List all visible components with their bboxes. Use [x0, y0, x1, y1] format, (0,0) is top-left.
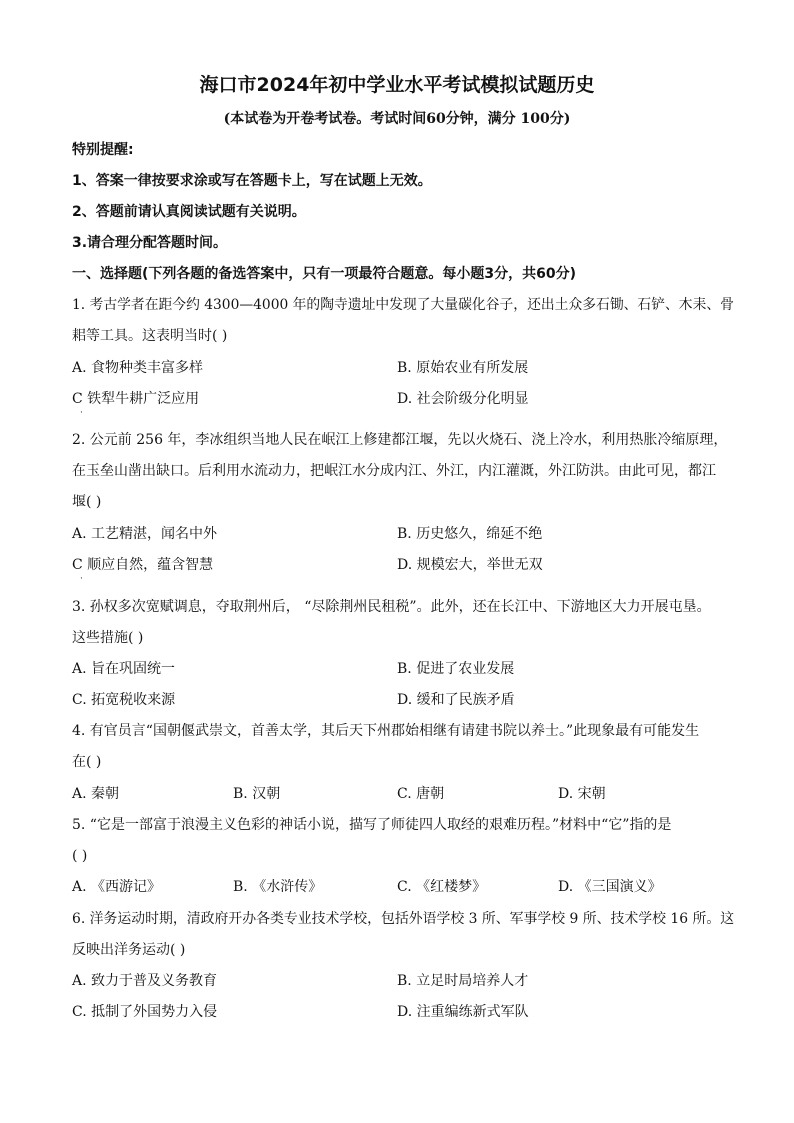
question-1-option-c[interactable]: C 铁犁牛耕广泛应用: [72, 391, 200, 407]
question-5-option-b[interactable]: B. 《水浒传》: [233, 879, 323, 895]
exam-subtitle: (本试卷为开卷考试卷。考试时间60分钟，满分 100分): [223, 111, 571, 127]
question-6-option-a[interactable]: A. 致力于普及义务教育: [72, 973, 218, 989]
question-1-option-b[interactable]: B. 原始农业有所发展: [397, 360, 529, 376]
question-5-option-c[interactable]: C. 《红楼梦》: [397, 879, 487, 895]
question-3-option-b[interactable]: B. 促进了农业发展: [397, 661, 515, 677]
question-3-option-d[interactable]: D. 缓和了民族矛盾: [397, 692, 515, 708]
question-5-text: 5. “它是一部富于浪漫主义色彩的神话小说，描写了师徒四人取经的艰难历程。”材料中“它”指的是: [72, 817, 672, 833]
question-3-option-c[interactable]: C. 拓宽税收来源: [72, 692, 176, 708]
question-2-text: 2. 公元前 256 年，李冰组织当地人民在岷江上修建都江堰，先以火烧石、浇上冷水，利用热胀冷缩原理，: [72, 432, 728, 448]
question-6-option-d[interactable]: D. 注重编练新式军队: [397, 1004, 529, 1020]
question-5-option-a[interactable]: A. 《西游记》: [72, 879, 162, 895]
notice-item: 2、答题前请认真阅读试题有关说明。: [72, 204, 306, 220]
question-2-option-c[interactable]: C 顺应自然，蕴含智慧: [72, 557, 214, 573]
question-2-text: 堰( ): [72, 494, 102, 510]
notice-item: 3.请合理分配答题时间。: [72, 235, 228, 251]
exam-title: 海口市2024年初中学业水平考试模拟试题历史: [199, 74, 595, 96]
notice-item: 1、答案一律按要求涂或写在答题卡上，写在试题上无效。: [72, 173, 432, 189]
question-3-text: 这些措施( ): [72, 630, 144, 646]
question-1-option-d[interactable]: D. 社会阶级分化明显: [397, 391, 529, 407]
question-1-text: 1. 考古学者在距今约 4300—4000 年的陶寺遗址中发现了大量碳化谷子，还出土众多石锄、石铲、木耒、骨: [72, 297, 734, 313]
section-heading: 一、选择题(下列各题的备选答案中，只有一项最符合题意。每小题3分，共60分): [72, 266, 577, 282]
question-4-option-c[interactable]: C. 唐朝: [397, 786, 445, 802]
question-6-option-c[interactable]: C. 抵制了外国势力入侵: [72, 1004, 218, 1020]
question-5-text: ( ): [72, 848, 88, 864]
speck-mark: ·: [80, 574, 83, 584]
question-6-option-b[interactable]: B. 立足时局培养人才: [397, 973, 529, 989]
speck-mark: ·: [80, 408, 83, 418]
question-4-text: 在( ): [72, 754, 102, 770]
question-4-option-a[interactable]: A. 秦朝: [72, 786, 120, 802]
question-4-option-b[interactable]: B. 汉朝: [233, 786, 281, 802]
question-1-text: 耜等工具。这表明当时( ): [72, 328, 228, 344]
question-2-text: 在玉垒山凿出缺口。后利用水流动力，把岷江水分成内江、外江，内江灌溉，外江防洪。由此可见，都江: [72, 463, 716, 479]
question-4-option-d[interactable]: D. 宋朝: [558, 786, 606, 802]
question-2-option-b[interactable]: B. 历史悠久，绵延不绝: [397, 526, 543, 542]
question-4-text: 4. 有官员言“国朝偃武崇文，首善太学，其后天下州郡始相继有请建书院以养士。”此现象最有可能发生: [72, 723, 700, 739]
question-3-text: 3. 孙权多次宽赋调息，夺取荆州后， “尽除荆州民租税”。此外，还在长江中、下游地区大力开展屯垦。: [72, 599, 711, 615]
question-2-option-a[interactable]: A. 工艺精湛，闻名中外: [72, 526, 218, 542]
question-6-text: 反映出洋务运动( ): [72, 942, 186, 958]
question-5-option-d[interactable]: D. 《三国演义》: [558, 879, 662, 895]
question-2-option-d[interactable]: D. 规模宏大，举世无双: [397, 557, 543, 573]
question-1-option-a[interactable]: A. 食物种类丰富多样: [72, 360, 204, 376]
question-3-option-a[interactable]: A. 旨在巩固统一: [72, 661, 176, 677]
notice-heading: 特别提醒:: [72, 142, 134, 158]
question-6-text: 6. 洋务运动时期，清政府开办各类专业技术学校，包括外语学校 3 所、军事学校 9 所、技术学校 16 所。这: [72, 911, 735, 927]
